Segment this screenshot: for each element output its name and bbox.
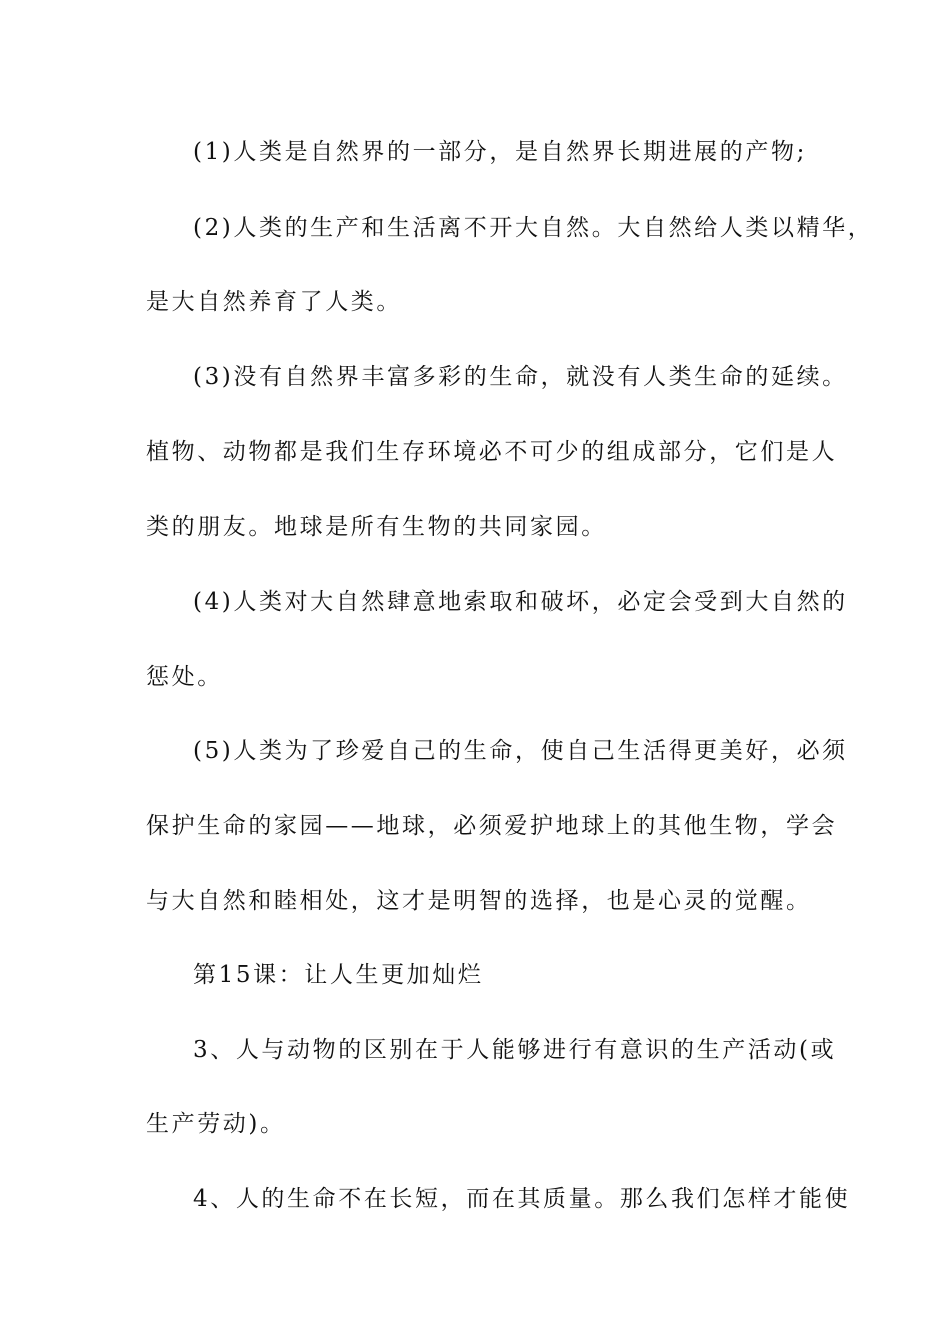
text-line: (3)没有自然界丰富多彩的生命，就没有人类生命的延续。 <box>193 364 848 390</box>
text-line: (4)人类对大自然肆意地索取和破坏，必定会受到大自然的 <box>193 589 848 615</box>
text-line: 惩处。 <box>146 664 223 690</box>
text-line: 生产劳动)。 <box>146 1111 286 1137</box>
text-line: 保护生命的家园——地球，必须爱护地球上的其他生物，学会 <box>146 813 838 839</box>
text-line: 4、人的生命不在长短，而在其质量。那么我们怎样才能使 <box>193 1186 851 1212</box>
text-line: (5)人类为了珍爱自己的生命，使自己生活得更美好，必须 <box>193 738 848 764</box>
text-line: (1)人类是自然界的一部分，是自然界长期进展的产物; <box>193 139 807 165</box>
text-line: 是大自然养育了人类。 <box>146 289 402 315</box>
text-line: (2)人类的生产和生活离不开大自然。大自然给人类以精华， <box>193 215 874 241</box>
text-line: 3、人与动物的区别在于人能够进行有意识的生产活动(或 <box>193 1037 837 1063</box>
text-line: 与大自然和睦相处，这才是明智的选择，也是心灵的觉醒。 <box>146 888 812 914</box>
section-heading: 第15课：让人生更加灿烂 <box>193 962 484 988</box>
text-line: 类的朋友。地球是所有生物的共同家园。 <box>146 514 607 540</box>
text-line: 植物、动物都是我们生存环境必不可少的组成部分，它们是人 <box>146 439 838 465</box>
